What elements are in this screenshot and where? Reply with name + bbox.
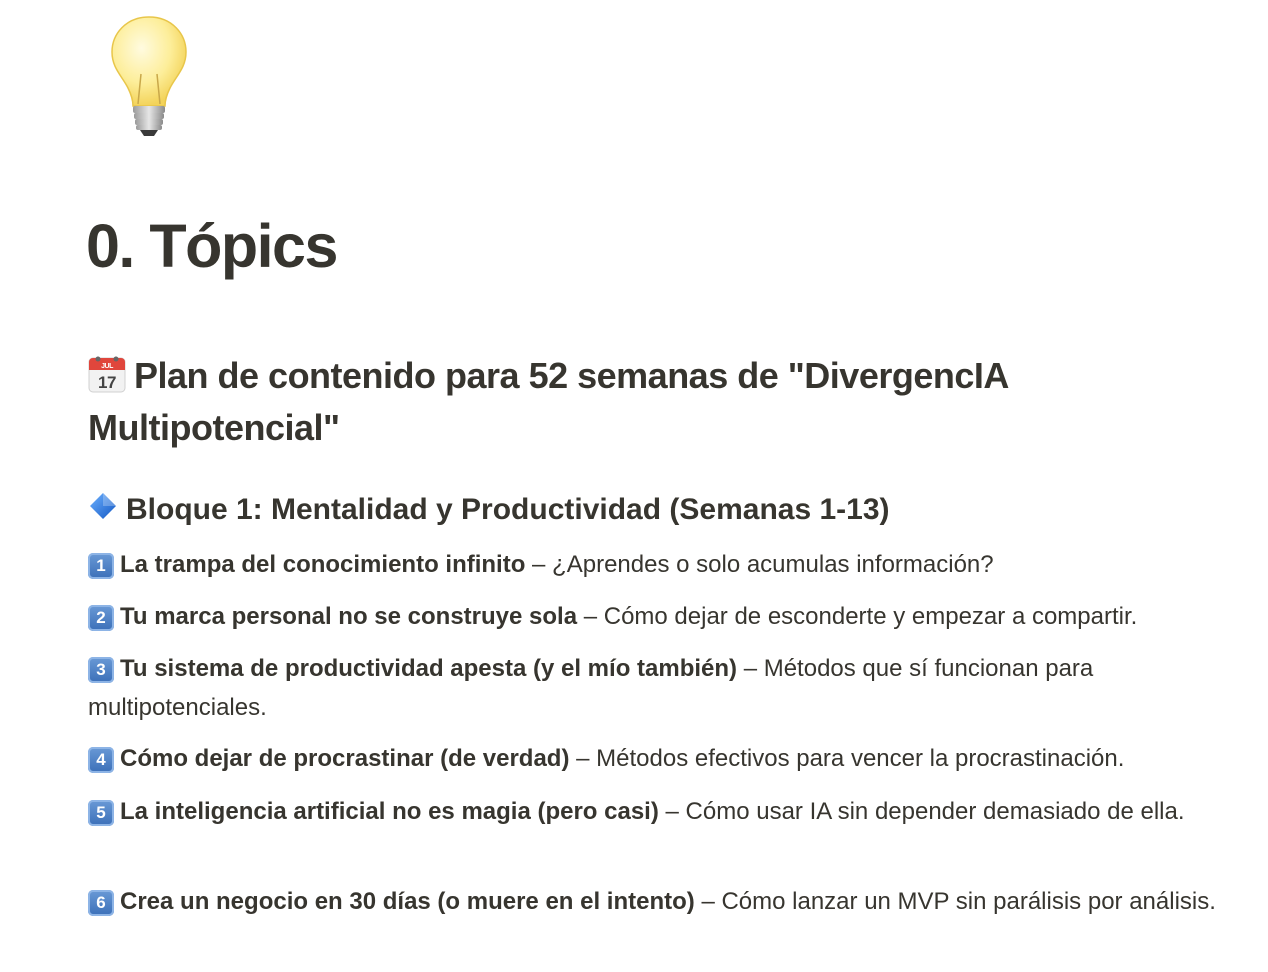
- item-description: – Cómo lanzar un MVP sin parálisis por análisis.: [694, 888, 1216, 915]
- section-heading[interactable]: [88, 350, 1148, 454]
- item-title: Crea un negocio en 30 días (o muere en el intento): [120, 888, 695, 915]
- keycap-number-icon: 2: [88, 605, 114, 631]
- keycap-number-icon: 1: [88, 553, 114, 579]
- item-title: La inteligencia artificial no es magia (pero casi): [120, 798, 659, 825]
- calendar-icon: [88, 355, 126, 393]
- calendar-day: 17: [98, 373, 116, 392]
- keycap-number-icon: 4: [88, 747, 114, 773]
- list-item[interactable]: [88, 545, 1228, 584]
- block-heading-text: Bloque 1: Mentalidad y Productividad (Semanas 1-13): [126, 493, 890, 526]
- item-title: Tu sistema de productividad apesta (y el mío también): [120, 655, 738, 682]
- section-heading-text: Plan de contenido para 52 semanas de "DivergencIA Multipotencial": [88, 355, 1008, 448]
- item-description: – Cómo dejar de esconderte y empezar a compartir.: [577, 603, 1138, 630]
- calendar-month: JUL: [101, 363, 113, 370]
- item-description: – Métodos que sí funcionan para multipotenciales.: [88, 655, 1094, 721]
- item-description: – ¿Aprendes o solo acumulas información?: [525, 551, 994, 578]
- list-item[interactable]: [88, 792, 1228, 831]
- list-item[interactable]: [88, 882, 1228, 921]
- keycap-number-icon: 3: [88, 657, 114, 683]
- list-item[interactable]: [88, 649, 1228, 727]
- blue-diamond-icon: [88, 491, 118, 521]
- item-title: Tu marca personal no se construye sola: [120, 603, 578, 630]
- keycap-number-icon: 6: [88, 890, 114, 916]
- item-description: – Cómo usar IA sin depender demasiado de ella.: [658, 798, 1185, 825]
- list-item[interactable]: [88, 597, 1228, 636]
- keycap-number-icon: 5: [88, 800, 114, 826]
- list-item[interactable]: [88, 739, 1228, 778]
- page-title[interactable]: 0. Tópics: [86, 212, 337, 280]
- item-title: La trampa del conocimiento infinito: [120, 551, 526, 578]
- item-title: Cómo dejar de procrastinar (de verdad): [120, 745, 570, 772]
- block-heading[interactable]: [88, 488, 890, 532]
- lightbulb-icon[interactable]: [108, 14, 190, 140]
- item-description: – Métodos efectivos para vencer la procrastinación.: [569, 745, 1125, 772]
